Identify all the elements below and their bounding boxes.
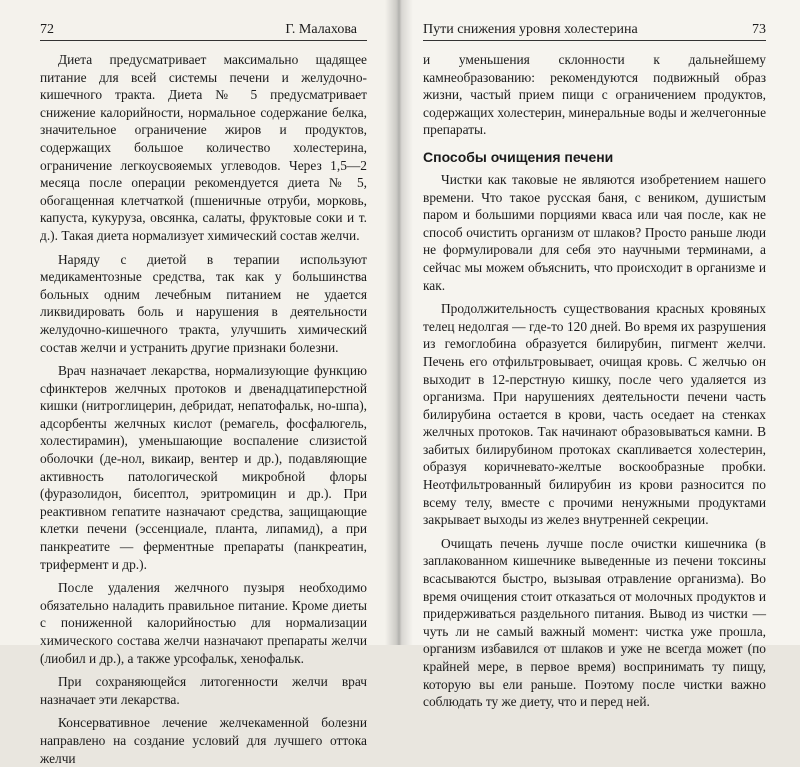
right-page [397, 0, 800, 710]
right-header-title: Пути снижения уровня холестерина [423, 22, 638, 37]
left-paragraph: Наряду с диетой в терапии используют медикаментозные средства, так как у большинства больных одним лечебным питанием не удается ликвидировать боль и нарушения в деятельности желудочно-кишечного тракта, улучшить химический состав желчи и устранить другие признаки болезни. [40, 251, 367, 355]
section-title: Способы очищения печени [423, 148, 614, 165]
left-running-head [40, 22, 367, 41]
left-page [0, 0, 397, 766]
left-paragraph: Диета предусматривает максимально щадящее питание для всей системы печени и желудочно-кишечного тракта. Диета № 5 предусматривает снижение калорийности, нормальное содержание белка, значительное ограничение жиров и продуктов, содержащих большое количество холестерина, ограничение легкоусвояемых углеводов. Через 1,5—2 месяца после операции рекомендуется диета № 5, обогащенная клетчаткой (пшеничные отруби, морковь, капуста, кукуруза, овсянка, салаты, фруктовые соки и т. д.). Такая диета нормализует химический состав желчи. [40, 52, 367, 243]
left-paragraph: Консервативное лечение желчекаменной болезни направлено на создание условий для лучшего оттока желчи [40, 715, 367, 766]
right-running-head [423, 22, 766, 41]
right-paragraph: Продолжительность существования красных кровяных телец недолгая — где-то 120 дней. Во время их разрушения из гемоглобина образуется билирубин, пигмент желчи. Печень его отфильтровывает, очищая кровь. С желчью он выходит в 12-перстную кишку, после чего удаляется из организма. При нарушениях деятельности печени часть билирубина остается в крови, часть оседает на стенках желчных протоков. Так начинают образовываться камни. В забитых билирубином протоках скапливается холестерин, образуя коричневато-желтые воскообразные пробки. Неотфильтрованный билирубин из крови разносится по всему телу, вместе с прочими ненужными продуктами закрывает выходы из желез внутренней секреции. [423, 301, 766, 528]
right-intro-paragraph: и уменьшения склонности к дальнейшему камнеобразованию: рекомендуются подвижный образ жизни, частый прием пищи с ограничением продуктов, содержащих холестерин, минеральные воды и желчегонные препараты. [423, 52, 767, 138]
right-page-number: 73 [752, 22, 766, 37]
right-paragraph: Чистки как таковые не являются изобретением нашего времени. Что такое русская баня, с веником, душистым паром и большими порциями кваса или чая после, как не способ очистить организм от шлаков? Просто раньше люди не формулировали для себя это научными терминами, а сейчас мы можем объяснить, что происходит в организме и как. [423, 171, 766, 293]
left-paragraph: После удаления желчного пузыря необходимо обязательно наладить правильное питание. Кроме диеты с пониженной калорийностью для нормализации химического состава желчи назначают препараты желчи (лиобил и др.), а также урсофальк, хенофальк. [40, 580, 367, 666]
left-paragraph: Врач назначает лекарства, нормализующие функцию сфинктеров желчных протоков и двенадцатиперстной кишки (нитроглицерин, дебридат, непатофальк, но-шпа), адсорбенты желчных кислот (ремагель, фосфалюгель, холестирамин), уменьшающие воспаление слизистой оболочки (де-нол, викаир, вентер и др.), подавляющие активность патологической микробной флоры (фуразолидон, бисептол, эритромицин и др.). При реактивном гепатите назначают средства, защищающие клетки печени (эссенциале, планта, липамид), а при панкреатите — ферментные препараты (панкреатин, трифермент и др.). [40, 363, 367, 572]
left-paragraph: При сохраняющейся литогенности желчи врач назначает эти лекарства. [40, 674, 367, 707]
right-paragraph: Очищать печень лучше после очистки кишечника (в заплакованном кишечнике выведенные из печени токсины всасываются быстро, вызывая отравление организма). Во время очищения стоит отказаться от молочных продуктов и придерживаться раздельного питания. Вывод из чистки — чуть ли не самый важный момент: чистка уже прошла, организм избавился от шлаков и уже не всегда может (по крайней мере, в первое время) воспринимать ту пищу, которую вы ели раньше. Поэтому после чистки важно соблюдать ту же диету, что и перед ней. [423, 535, 766, 710]
left-page-number: 72 [40, 22, 54, 37]
left-header-author: Г. Малахова [285, 22, 357, 37]
